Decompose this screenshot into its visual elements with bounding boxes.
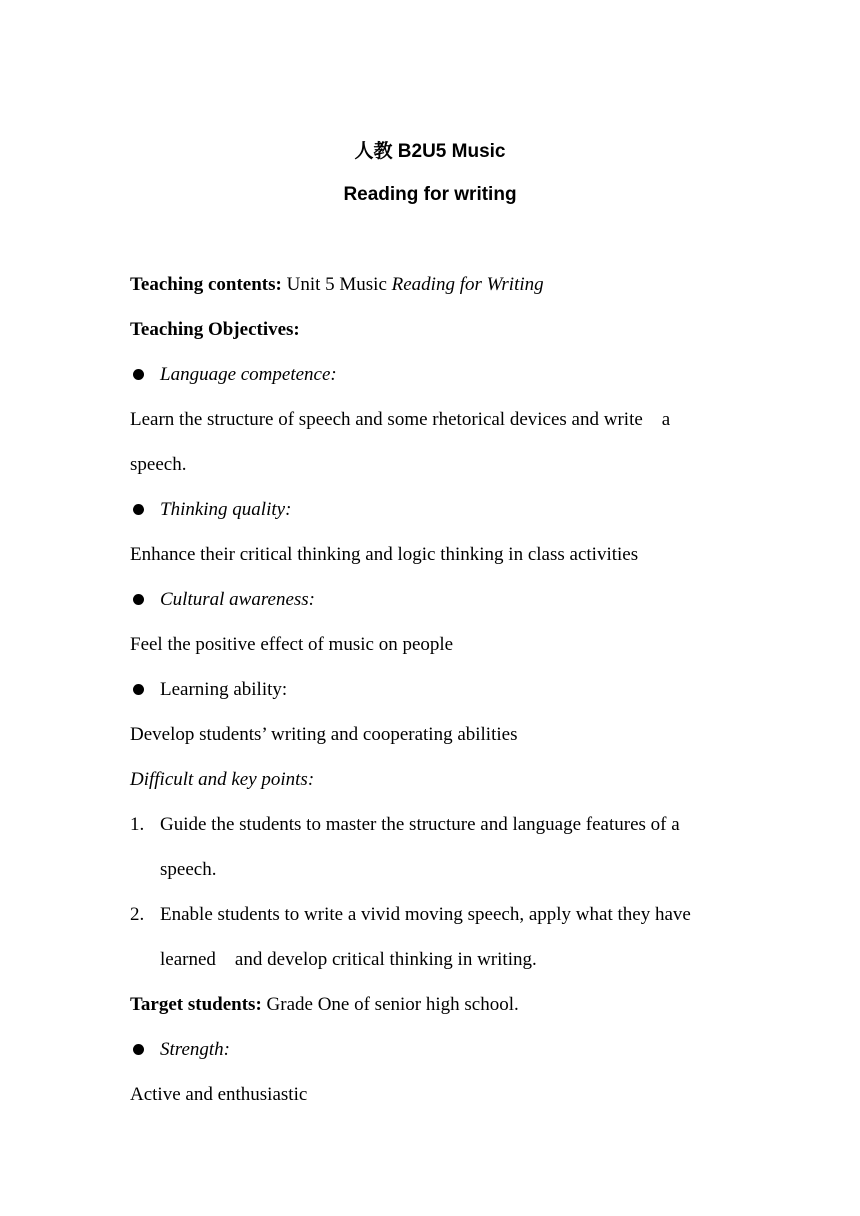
teaching-contents-value-italic: Reading for Writing [391,274,544,295]
objective-label-language: Language competence: [160,364,337,385]
strength-label: Strength: [160,1039,231,1060]
teaching-contents-value: Unit 5 Music [281,274,392,295]
bullet-icon [133,1044,144,1055]
target-students-value: Grade One of senior high school. [261,994,519,1015]
bullet-icon [133,594,144,605]
bullet-icon [133,369,144,380]
objective-desc-language-cont: speech. [130,454,187,475]
target-students-line [130,993,732,1017]
objective-desc-thinking: Enhance their critical thinking and logic thinking in class activities [130,544,639,565]
bullet-icon [133,684,144,695]
objective-label-cultural: Cultural awareness: [160,589,315,610]
key-point-text-cont: learned and develop critical thinking in writing. [160,949,537,970]
objective-label-learning: Learning ability: [160,679,288,700]
objective-desc-language: Learn the structure of speech and some rhetorical devices and write a [130,409,671,430]
strength-value: Active and enthusiastic [130,1084,308,1105]
objective-desc-cultural: Feel the positive effect of music on people [130,634,454,655]
target-students-label: Target students: [130,994,262,1015]
key-points-heading: Difficult and key points: [130,769,315,790]
key-point-text: Guide the students to master the structure and language features of a [160,814,680,835]
bullet-icon [133,504,144,515]
objective-label-thinking: Thinking quality: [160,499,292,520]
objective-desc-learning: Develop students’ writing and cooperating abilities [130,724,518,745]
document-title: 人教 B2U5 Music [354,141,506,162]
teaching-objectives-heading: Teaching Objectives: [130,319,300,340]
teaching-contents-label: Teaching contents: [130,274,282,295]
key-point-number: 1. [130,814,145,835]
document-subtitle: Reading for writing [343,184,517,205]
key-point-text: Enable students to write a vivid moving speech, apply what they have [160,904,691,925]
teaching-contents-line [130,273,732,297]
key-point-text-cont: speech. [160,859,217,880]
key-point-number: 2. [130,904,145,925]
